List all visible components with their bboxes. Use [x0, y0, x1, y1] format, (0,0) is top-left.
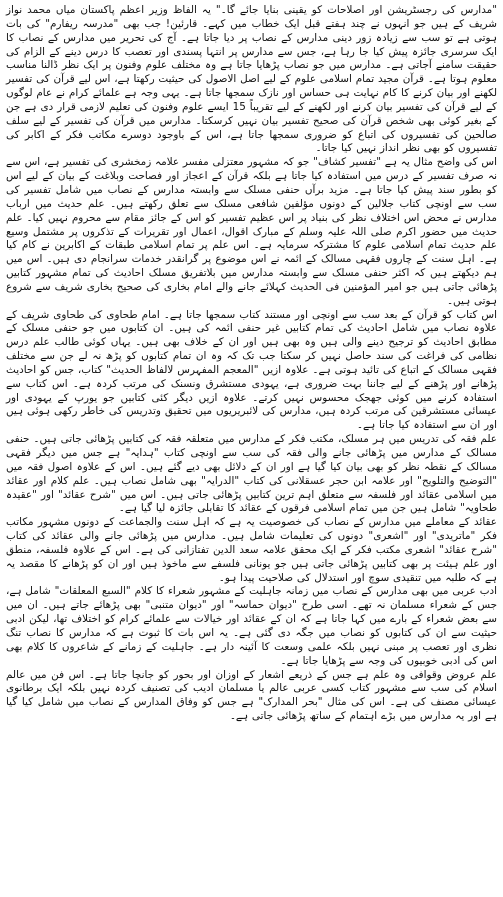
article-paragraph: اس کتاب کو قرآن کے بعد سب سے اونچی اور مستند کتاب سمجھا جاتا ہے۔ امام طحاوی کی طحاوی شریف کے علاوہ نصاب میں شامل احادیث کی تمام کتابیں غیر حنفی ائمہ کی ہیں۔ ان کتابوں میں جو حنفی مسلک کے مطابق احادیث کو ترجیح دینے والی ہیں وہ بھی ہیں اور ان کے خلاف بھی ہیں۔ یہاں کوئی طالب علم درس نظامی کی فراغت کی سند حاصل نہیں کر سکتا جب تک کہ وہ ان تمام کتابوں کو پڑھ نہ لے جن سے مختلف فقہی مسالک کے اتباع کی تائید ہوتی ہے۔ علاوہ ازیں "المعجم المفہرس لالفاظ الحدیث" کتاب، جس کو احادیث پڑھانے اور پڑھنے کے لیے جاننا بہت ضروری ہے، یہودی مستشرق ونسنک کی مرتب کردہ ہے۔ اس کتاب سے استفادہ کرنے میں کوئی جھجک محسوس نہیں کرتے۔ علاوہ ازیں دیگر کئی کتابیں جو یورپ کے یہودی اور عیسائی مستشرقین کی مرتب کردہ ہیں، مدارس کی لائبریریوں میں تحقیق وتدریس کی خاطر رکھی ہوئی ہیں اور ان سے استفادہ کیا جاتا ہے۔ [6, 308, 497, 432]
article-paragraph: علم فقہ کی تدریس میں ہر مسلک، مکتب فکر کے مدارس میں متعلقہ فقہ کی کتابیں پڑھائی جاتی ہیں۔ حنفی مسالک کے مدارس میں پڑھائی جانے والی فقہ کی سب سے اونچی کتاب "ہدایہ" ہے جس میں دیگر فقہی مسالک کے نقطہ نظر کو بھی بیان کیا گیا ہے اور ان کے دلائل بھی دیے گئے ہیں۔ اس کے علاوہ اصول فقہ میں "التوضیح والتلویح" اور علامہ ابن حجر عسقلانی کی کتاب "الدرایہ" بھی شامل نصاب ہیں۔ علم کلام اور عقائد میں اسلامی عقائد اور فلسفہ سے متعلق اہم ترین کتابیں پڑھائی جاتی ہیں۔ اس میں "شرح عقائد" اور "عقیدہ طحاویہ" شامل ہیں جن میں تمام اسلامی فرقوں کے عقائد کا تقابلی جائزہ لیا گیا ہے۔ [6, 433, 497, 515]
article-paragraph: علم عروض وقوافی وہ علم ہے جس کے ذریعے اشعار کے اوزان اور بحور کو جانچا جاتا ہے۔ اس فن میں عالم اسلام کی سب سے مشہور کتاب کسی عربی عالم یا مسلمان ادیب کی تصنیف کردہ نہیں بلکہ ایک برطانوی عیسائی مصنف کی ہے۔ اس کی مثال "بحر المدارک" ہے جس کو وفاق المدارس کے نصاب میں شامل کیا گیا ہے اور یہ مدارس میں بڑے اہتمام کے ساتھ پڑھائی جاتی ہے۔ [6, 668, 497, 723]
article-paragraph: "مدارس کی رجسٹریشن اور اصلاحات کو یقینی بنایا جائے گا۔" یہ الفاظ وزیر اعظم پاکستان میاں محمد نواز شریف کے ہیں جو انہوں نے چند ہفتے قبل ایک خطاب میں کہے۔ قارئین! جب بھی "مدرسہ ریفارم" کی بات ہوتی ہے تو سب سے زیادہ زور دینی مدارس کے نصاب پر دیا جاتا ہے۔ آج کی تحریر میں مدارس کے نصاب کا ایک سرسری جائزہ پیش کیا جا رہا ہے، جس سے مدارس پر انتہا پسندی اور تعصب کا درس دینے کے الزام کی حقیقت سامنے آجاتی ہے۔ مدارس میں جو نصاب پڑھایا جاتا ہے وہ مختلف علوم وفنون پر ایک نظر ڈالنا مناسب معلوم ہوتا ہے۔ قرآن مجید تمام اسلامی علوم کے لیے اصل الاصول کی حیثیت رکھتا ہے، اس لیے قرآن کی تفسیر لکھنے اور بیان کرنے کا کام نہایت ہی حساس اور نازک سمجھا جاتا ہے۔ یہی وجہ ہے علمائے کرام نے عام لوگوں کے لیے قرآن کی تفسیر بیان کرنے اور لکھنے کے لیے تقریباً 15 ایسے علوم وفنون کی تعلیم لازمی قرار دی ہے جن کے بغیر کوئی بھی شخص قرآن کی صحیح تفسیر بیان نہیں کرسکتا۔ مدارس میں قرآن کی تفسیر کے لیے سلف صالحین کی تفسیروں کی اتباع کو ضروری سمجھا جاتا ہے، اس کے باوجود دوسرے مکاتب فکر کے اکابر کی تفسیروں کو بھی نظر انداز نہیں کیا جاتا۔ [6, 4, 497, 155]
article-paragraph: اس کی واضح مثال یہ ہے "تفسیر کشاف" جو کہ مشہور معتزلی مفسر علامہ زمخشری کی تفسیر ہے، اس سے نہ صرف تفسیر کے درس میں استفادہ کیا جاتا ہے بلکہ قرآن کے اعجاز اور فصاحت وبلاغت کے بیان کے لیے اس کو بطور سند پیش کیا جاتا ہے۔ مزید برآں حنفی مسلک سے وابستہ مدارس کے نصاب میں شامل تفسیر کی سب سے اونچی کتاب جلالین کے دونوں مؤلفین شافعی مسلک سے تعلق رکھتے ہیں۔ علم حدیث میں ارباب مدارس نے محض اس اختلاف نظر کی بنیاد پر اس عظیم تفسیر کو اس کے جائز مقام سے محروم نہیں کیا۔ علم حدیث میں حضور اکرم صلی اللہ علیہ وسلم کے مبارک اقوال، اعمال اور تقریرات کے تذکروں پر مشتمل وسیع علم حدیث تمام اسلامی علوم کا مشترکہ سرمایہ ہے۔ اس علم پر تمام اسلامی طبقات کے اکابرین نے کام کیا ہے۔ اہل سنت کے چاروں فقہی مسالک کے ائمہ نے اس موضوع پر گرانقدر خدمات سرانجام دی ہیں۔ اس میں ہم دیکھتے ہیں کہ اکثر حنفی مسلک سے وابستہ مدارس میں بلاتفریق مسلک احادیث کی تمام مشہور کتابیں پڑھائی جاتی ہیں جو امیر المؤمنین فی الحدیث کہلائے جانے والے امام بخاری کی صحیح بخاری شریف سے شروع ہوتی ہیں۔ [6, 156, 497, 307]
article-paragraph: ادب عربی میں بھی مدارس کے نصاب میں زمانہ جاہلیت کے مشہور شعراء کا کلام "السبع المعلقات" شامل ہے، جس کے شعراء مسلمان نہ تھے۔ اسی طرح "دیوان حماسہ" اور "دیوان متنبی" بھی پڑھائے جاتے ہیں۔ ان میں سے بعض شعراء کے بارے میں کہا جاتا ہے کہ ان کے عقائد اور خیالات سے علمائے کرام کو اختلاف تھا، لیکن ادبی حیثیت سے ان کی کتابوں کو نصاب میں جگہ دی گئی ہے۔ یہ اس بات کا ثبوت ہے کہ مدارس کا نصاب تنگ نظری اور تعصب پر مبنی نہیں بلکہ علمی وسعت کا آئینہ دار ہے۔ جاہلیت کے زمانے کے شاعروں کا کلام بھی اس کی ادبی خوبیوں کی وجہ سے پڑھایا جاتا ہے۔ [6, 585, 497, 667]
article-paragraph: عقائد کے معاملے میں مدارس کے نصاب کی خصوصیت یہ ہے کہ اہل سنت والجماعت کے دونوں مشہور مکاتب فکر "ماتریدی" اور "اشعری" دونوں کی تعلیمات شامل ہیں۔ مدارس میں پڑھائی جانے والی عقائد کی کتاب "شرح عقائد" اشعری مکتب فکر کے ایک محقق علامہ سعد الدین تفتازانی کی ہے۔ اس کے علاوہ فلسفہ، منطق اور علم ہیئت پر بھی کتابیں پڑھائی جاتی ہیں جو یونانی فلسفے سے ماخوذ ہیں اور ان کو پڑھانے کا مقصد یہ ہے کہ طلبہ میں تنقیدی سوچ اور استدلال کی صلاحیت پیدا ہو۔ [6, 516, 497, 584]
